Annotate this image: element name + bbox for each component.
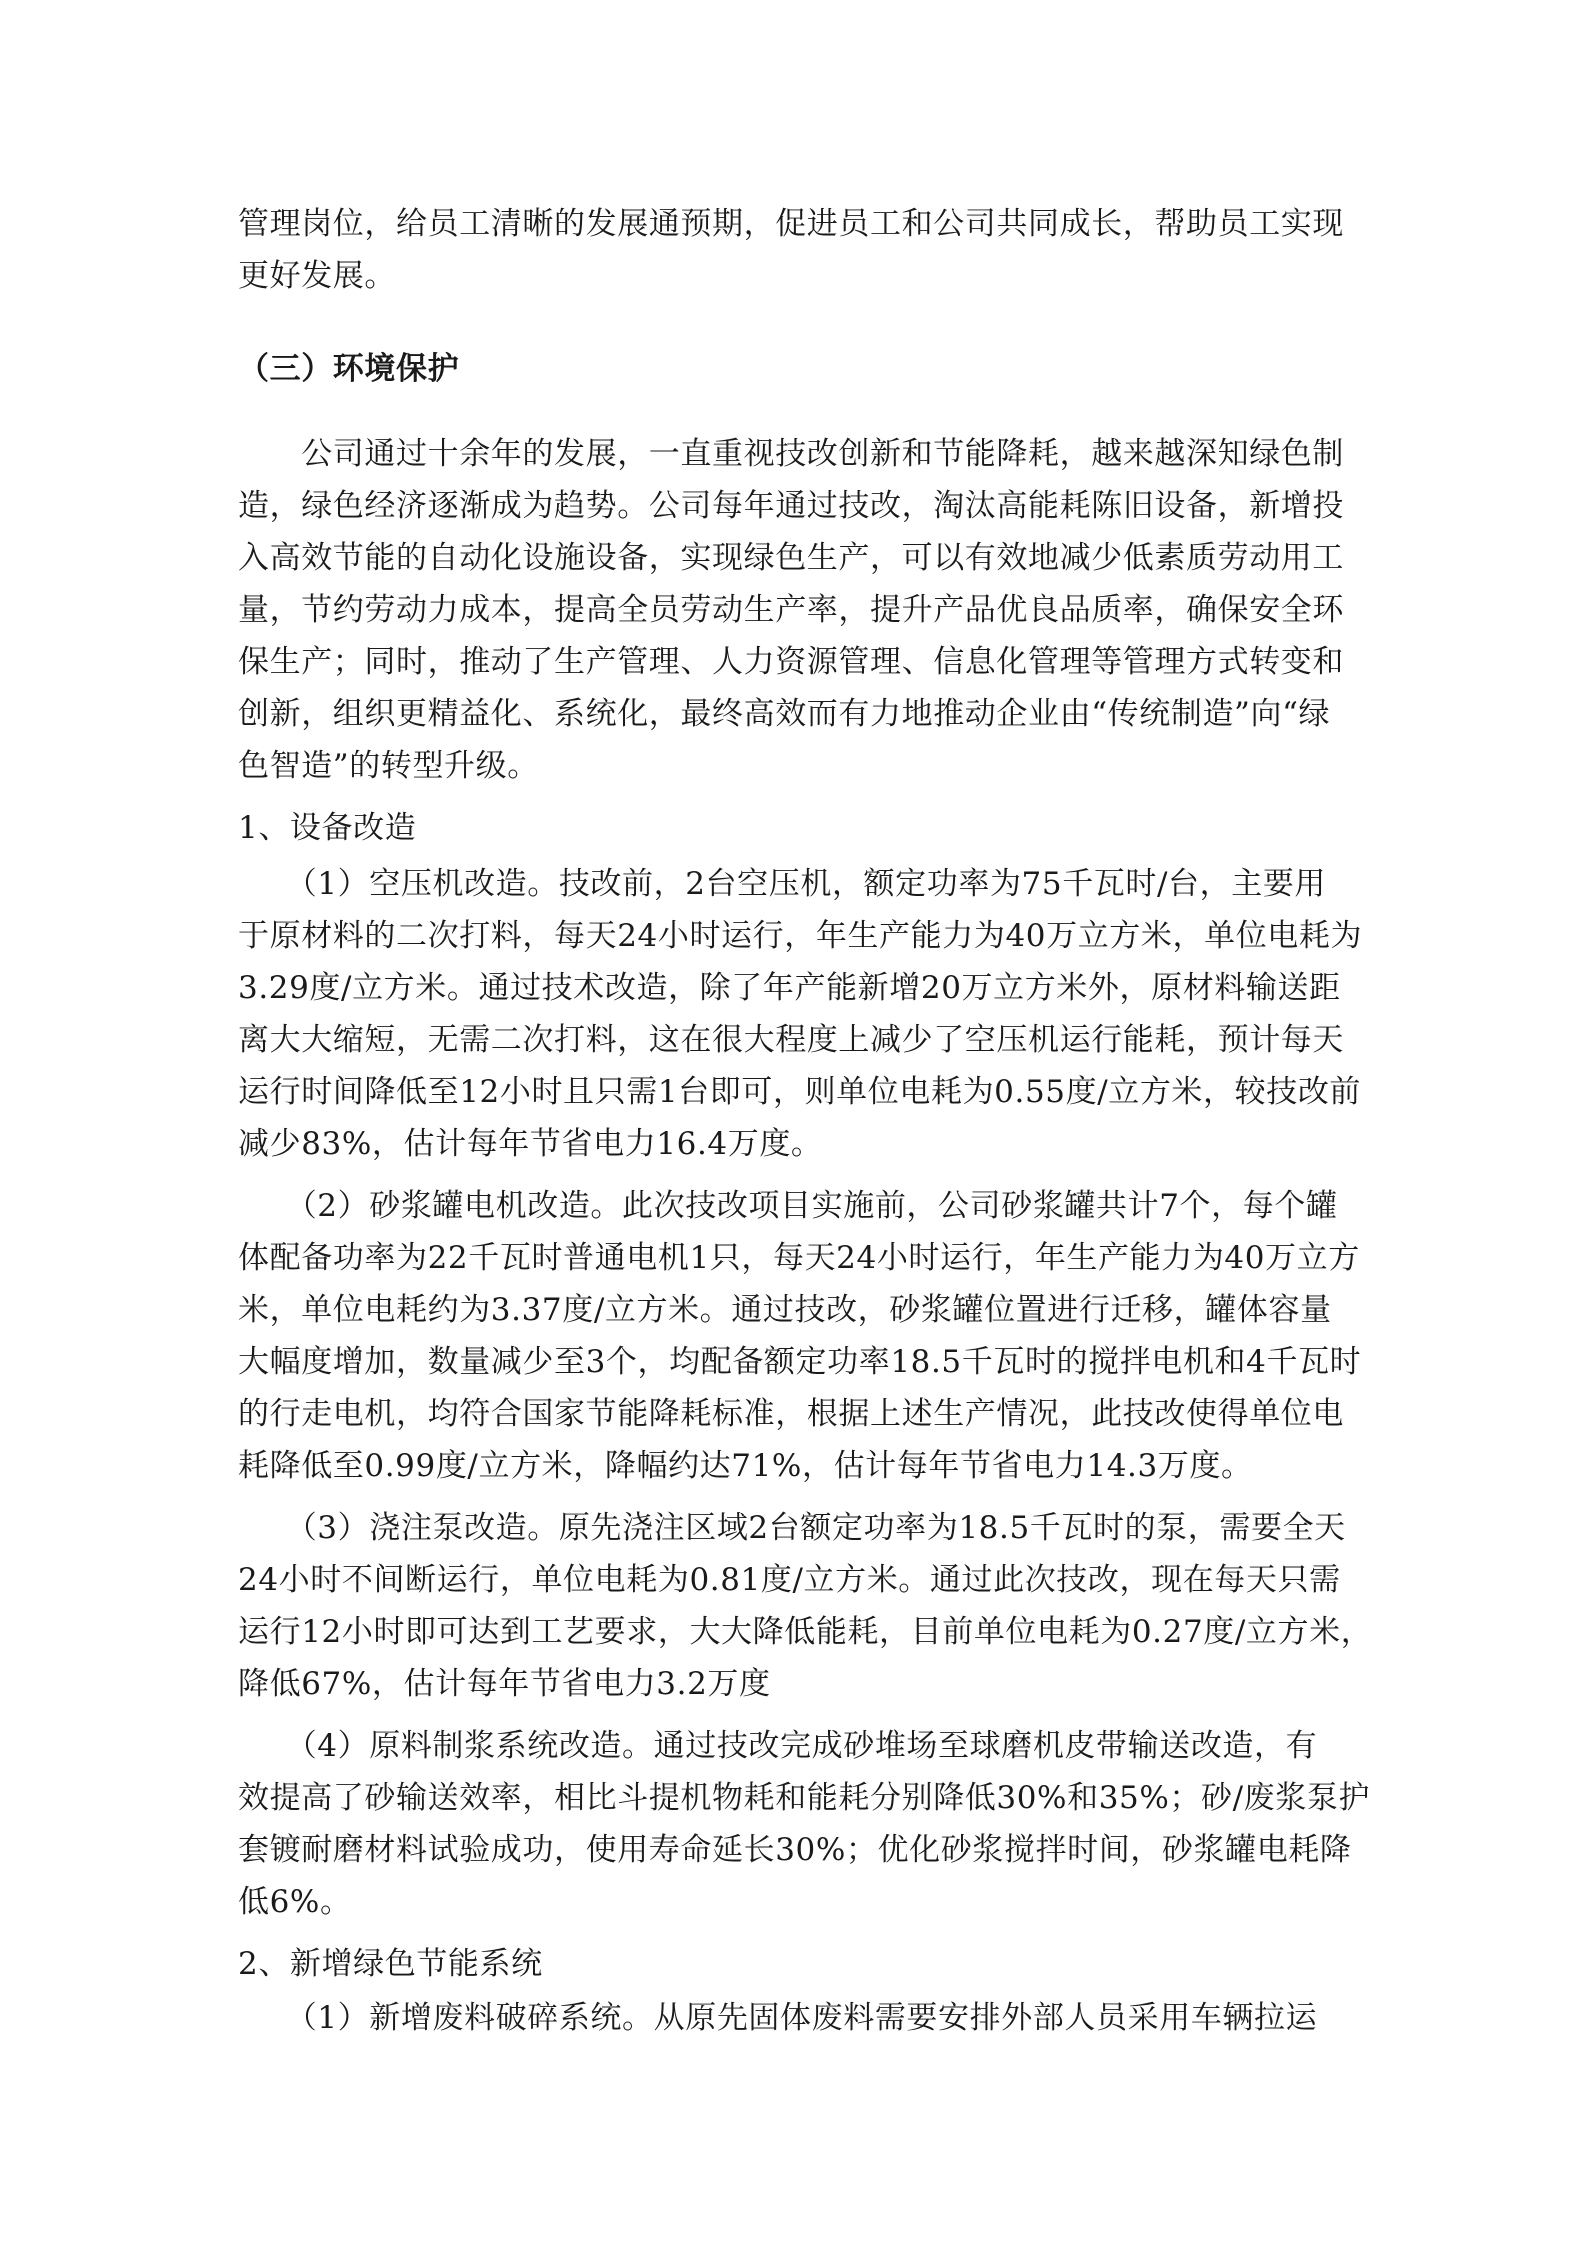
paragraph-line: 大幅度增加，数量减少至3个，均配备额定功率18.5千瓦时的搅拌电机和4千瓦时	[238, 1344, 1362, 1380]
paragraph-line: 色智造”的转型升级。	[238, 748, 539, 784]
paragraph-line: （1）新增废料破碎系统。从原先固体废料需要安排外部人员采用车辆拉运	[238, 2000, 1318, 2036]
paragraph-line: 体配备功率为22千瓦时普通电机1只，每天24小时运行，年生产能力为40万立方	[238, 1240, 1360, 1276]
intro-line: 管理岗位，给员工清晰的发展通预期，促进员工和公司共同成长，帮助员工实现	[238, 206, 1344, 242]
paragraph-line: 的行走电机，均符合国家节能降耗标准，根据上述生产情况，此技改使得单位电	[238, 1396, 1344, 1432]
paragraph-line: 离大大缩短，无需二次打料，这在很大程度上减少了空压机运行能耗，预计每天	[238, 1022, 1344, 1058]
paragraph-line: 保生产；同时，推动了生产管理、人力资源管理、信息化管理等管理方式转变和	[238, 644, 1344, 680]
paragraph-line: （1）空压机改造。技改前，2台空压机，额定功率为75千瓦时/台，主要用	[238, 866, 1327, 902]
paragraph-line: 减少83%，估计每年节省电力16.4万度。	[238, 1126, 823, 1162]
paragraph-line: 低6%。	[238, 1884, 352, 1920]
paragraph-line: （4）原料制浆系统改造。通过技改完成砂堆场至球磨机皮带输送改造，有	[238, 1728, 1318, 1764]
paragraph-line: （2）砂浆罐电机改造。此次技改项目实施前，公司砂浆罐共计7个，每个罐	[238, 1188, 1338, 1224]
paragraph-line: 耗降低至0.99度/立方米，降幅约达71%，估计每年节省电力14.3万度。	[238, 1448, 1253, 1484]
paragraph-line: 套镀耐磨材料试验成功，使用寿命延长30%；优化砂浆搅拌时间，砂浆罐电耗降	[238, 1832, 1352, 1868]
paragraph-line: 效提高了砂输送效率，相比斗提机物耗和能耗分别降低30%和35%；砂/废浆泵护	[238, 1780, 1371, 1816]
paragraph-line: 入高效节能的自动化设施设备，实现绿色生产，可以有效地减少低素质劳动用工	[238, 540, 1344, 576]
paragraph-line: 3.29度/立方米。通过技术改造，除了年产能新增20万立方米外，原材料输送距	[238, 970, 1341, 1006]
paragraph-line: 公司通过十余年的发展，一直重视技改创新和节能降耗，越来越深知绿色制	[238, 436, 1344, 472]
section-heading: （三）环境保护	[238, 351, 460, 387]
paragraph-line: 米，单位电耗约为3.37度/立方米。通过技改，砂浆罐位置进行迁移，罐体容量	[238, 1292, 1332, 1328]
paragraph-line: 运行12小时即可达到工艺要求，大大降低能耗，目前单位电耗为0.27度/立方米，	[238, 1614, 1373, 1650]
paragraph-line: 量，节约劳动力成本，提高全员劳动生产率，提升产品优良品质率，确保安全环	[238, 592, 1344, 628]
paragraph-line: 24小时不间断运行，单位电耗为0.81度/立方米。通过此次技改，现在每天只需	[238, 1562, 1341, 1598]
paragraph-line: 运行时间降低至12小时且只需1台即可，则单位电耗为0.55度/立方米，较技改前	[238, 1074, 1362, 1110]
intro-line: 更好发展。	[238, 258, 396, 294]
subsection-heading: 2、新增绿色节能系统	[238, 1946, 543, 1982]
paragraph-line: 创新，组织更精益化、系统化，最终高效而有力地推动企业由“传统制造”向“绿	[238, 696, 1331, 732]
paragraph-line: （3）浇注泵改造。原先浇注区域2台额定功率为18.5千瓦时的泵，需要全天	[238, 1510, 1346, 1546]
paragraph-line: 造，绿色经济逐渐成为趋势。公司每年通过技改，淘汰高能耗陈旧设备，新增投	[238, 488, 1344, 524]
paragraph-line: 于原材料的二次打料，每天24小时运行，年生产能力为40万立方米，单位电耗为	[238, 918, 1363, 954]
paragraph-line: 降低67%，估计每年节省电力3.2万度	[238, 1666, 771, 1702]
subsection-heading: 1、设备改造	[238, 810, 417, 846]
